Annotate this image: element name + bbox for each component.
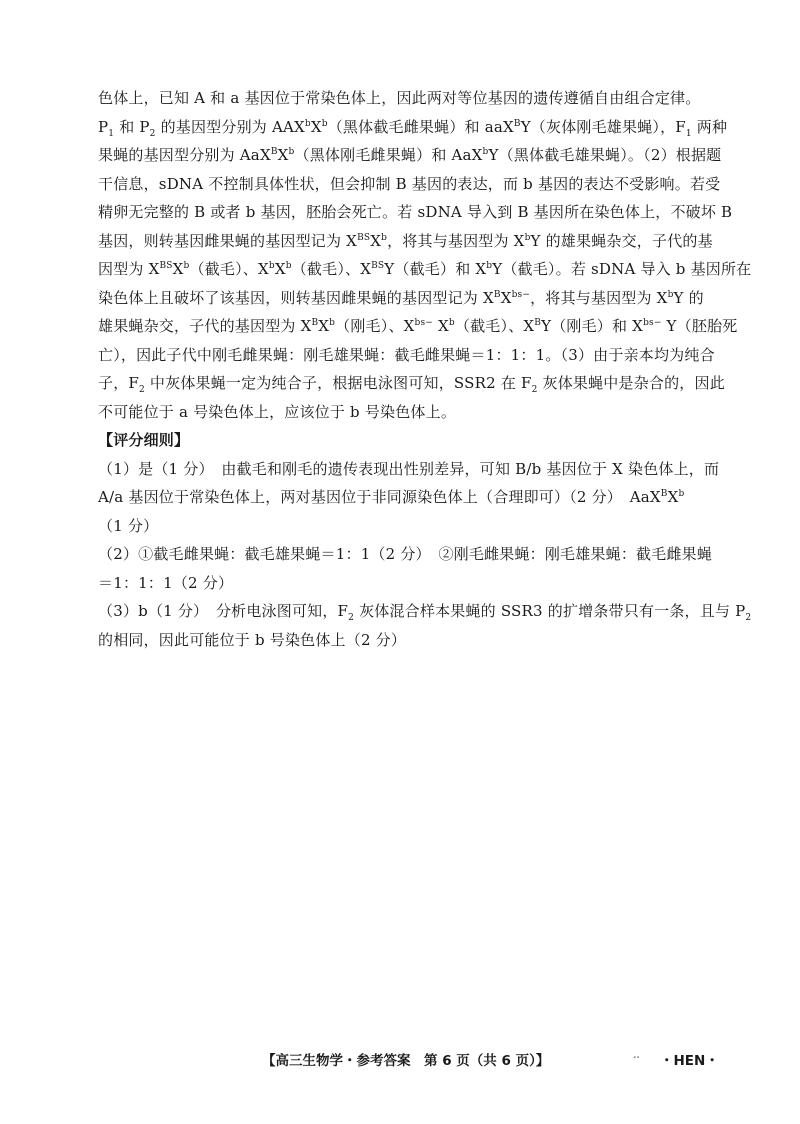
explanation-line: 雄果蝇杂交，子代的基因型为 $X^BX^b$（刚毛）、$X^{bs-}$ $X^b$（截毛）、$X^BY$（刚毛）和 $X^{bs-}$ Y（胚胎死: [98, 317, 738, 335]
scoring-rules: [98, 455, 752, 655]
explanation-line: 染色体上且破坏了该基因，则转基因雌果蝇的基因型记为 $X^BX^{bs-}$，将其与基因型为 $X^bY$ 的: [98, 288, 704, 307]
explanation-line: 干信息，sDNA 不控制具体性状，但会抑制 B 基因的表达，而 b 基因的表达不受影响。若受: [98, 174, 721, 193]
explanation-line: $P_1$ 和 $P_2$ 的基因型分别为 $AAX^bX^b$（黑体截毛雌果蝇）和 aaX$^B$Y（灰体刚毛雄果蝇），$F_1$ 两种: [98, 117, 728, 139]
explanation-line: 基因，则转基因雌果蝇的基因型记为 $X^{BS}X^b$，将其与基因型为 $X^bY$ 的雄果蝇杂交，子代的基: [98, 231, 713, 250]
explanation-line: 子，$F_2$ 中灰体果蝇一定为纯合子，根据电泳图可知，SSR2 在 $F_2$ 灰体果蝇中是杂合的，因此: [98, 374, 725, 395]
scoring-line: （1 分）: [98, 516, 159, 535]
answer-content: [98, 84, 752, 654]
footer-title: 【高三生物学・参考答案 第 6 页（共 6 页）】: [262, 1053, 550, 1069]
explanation-line: 不可能位于 a 号染色体上，应该位于 b 号染色体上。: [98, 402, 457, 421]
scoring-line: 的相同，因此可能位于 b 号染色体上（2 分）: [98, 630, 407, 649]
explanation-line: 因型为 $X^{BS}X^b$（截毛）、$X^bX^b$（截毛）、$X^{BS}Y$（截毛）和 $X^bY$（截毛）。若 sDNA 导入 b 基因所在: [98, 260, 752, 278]
scoring-line: （1）是（1 分） 由截毛和刚毛的遗传表现出性别差异，可知 B/b 基因位于 X 染色体上，而: [98, 459, 720, 478]
scoring-rules-heading: 【评分细则】: [98, 431, 190, 449]
scoring-line: （3）b（1 分） 分析电泳图可知，$F_2$ 灰体混合样本果蝇的 SSR3 的扩增条带只有一条，且与 $P_2$: [98, 602, 752, 623]
scoring-line: A/a 基因位于常染色体上，两对基因位于非同源染色体上（合理即可）（2 分） $AaX^BX^b$: [98, 488, 685, 506]
scoring-line: ＝1：1：1（2 分）: [98, 573, 234, 592]
explanation-line: 精卵无完整的 B 或者 b 基因，胚胎会死亡。若 sDNA 导入到 B 基因所在染色体上，不破坏 B: [98, 203, 733, 221]
scoring-line: （2）①截毛雌果蝇：截毛雄果蝇＝1：1（2 分） ②刚毛雌果蝇：刚毛雄果蝇：截毛雌果蝇: [98, 545, 713, 563]
footer-mark: ..: [633, 1051, 640, 1061]
explanation-line: 亡），因此子代中刚毛雌果蝇：刚毛雄果蝇：截毛雌果蝇＝1：1：1。（3）由于亲本均为纯合: [98, 345, 715, 364]
explanation-line: 色体上，已知 A 和 a 基因位于常染色体上，因此两对等位基因的遗传遵循自由组合定律。: [98, 89, 701, 107]
footer-code: ・HEN・: [660, 1053, 719, 1069]
explanation-line: 果蝇的基因型分别为 $AaX^BX^b$（黑体刚毛雌果蝇）和 AaX$^b$Y（黑体截毛雄果蝇）。（2）根据题: [98, 146, 722, 164]
page-footer: [0, 1049, 800, 1073]
explanation-paragraph: [98, 84, 752, 426]
